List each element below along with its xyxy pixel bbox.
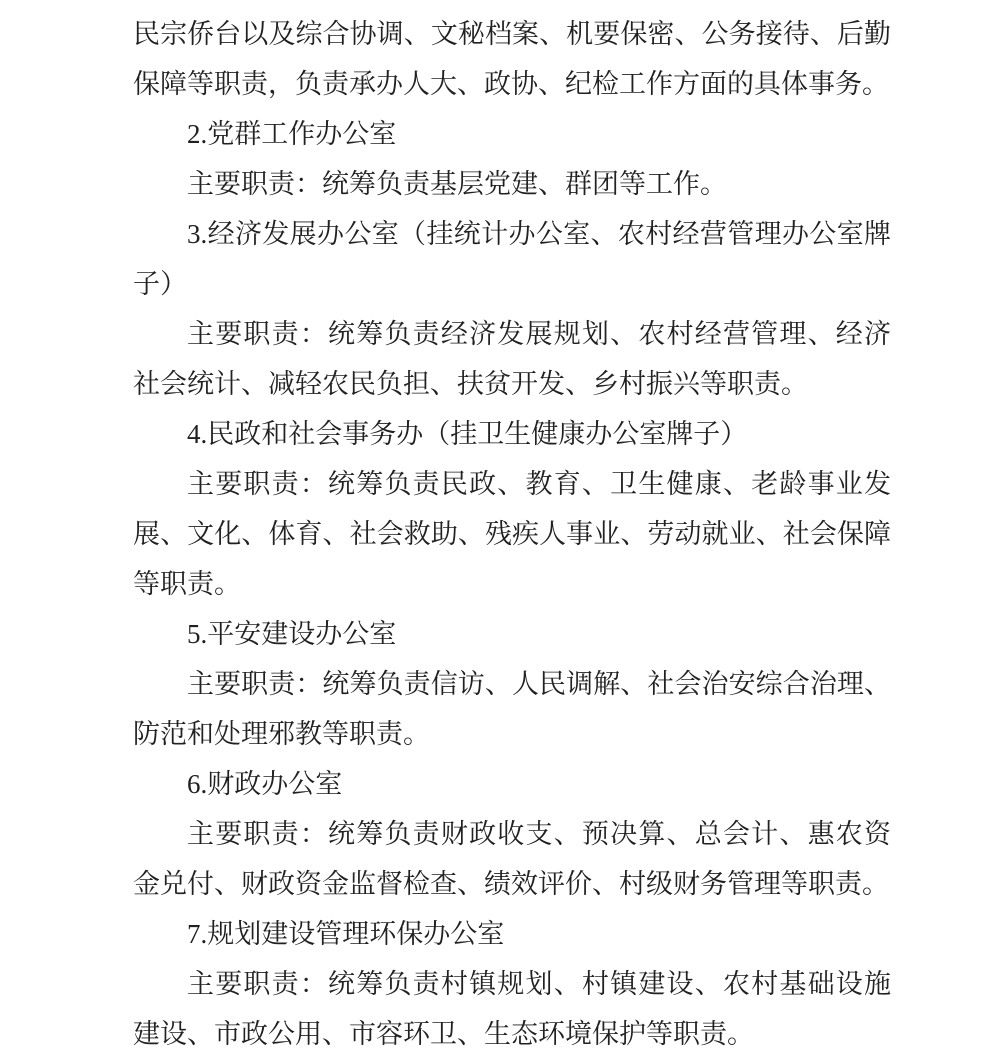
paragraph: [133, 959, 891, 1059]
text-line: 7.规划建设管理环保办公室: [187, 919, 505, 949]
paragraph: [133, 409, 891, 459]
text-line: 主要职责：统筹负责信访、人民调解、社会治安综合治理、: [187, 669, 891, 699]
paragraph: [133, 459, 891, 609]
text-line: 子）: [133, 269, 187, 299]
text-line: 主要职责：统筹负责经济发展规划、农村经营管理、经济: [187, 319, 891, 349]
text-line: 保障等职责，负责承办人大、政协、纪检工作方面的具体事务。: [133, 69, 889, 99]
text-line: 3.经济发展办公室（挂统计办公室、农村经营管理办公室牌: [187, 219, 891, 249]
paragraph: [133, 159, 891, 209]
text-line: 主要职责：统筹负责财政收支、预决算、总会计、惠农资: [187, 819, 891, 849]
paragraph: [133, 659, 891, 759]
text-line: 金兑付、财政资金监督检查、绩效评价、村级财务管理等职责。: [133, 869, 889, 899]
text-line: 2.党群工作办公室: [187, 119, 397, 149]
paragraph: [133, 809, 891, 909]
text-line: 展、文化、体育、社会救助、残疾人事业、劳动就业、社会保障: [133, 519, 891, 549]
paragraph: [133, 109, 891, 159]
paragraph: [133, 759, 891, 809]
text-line: 6.财政办公室: [187, 769, 343, 799]
document-body: [133, 9, 891, 1059]
text-line: 民宗侨台以及综合协调、文秘档案、机要保密、公务接待、后勤: [133, 19, 891, 49]
text-line: 社会统计、减轻农民负担、扶贫开发、乡村振兴等职责。: [133, 369, 808, 399]
text-line: 建设、市政公用、市容环卫、生态环境保护等职责。: [133, 1019, 754, 1049]
paragraph: [133, 209, 891, 309]
text-line: 防范和处理邪教等职责。: [133, 719, 430, 749]
text-line: 主要职责：统筹负责民政、教育、卫生健康、老龄事业发: [187, 469, 891, 499]
paragraph: [133, 609, 891, 659]
text-line: 主要职责：统筹负责基层党建、群团等工作。: [187, 169, 727, 199]
text-line: 等职责。: [133, 569, 241, 599]
paragraph: [133, 909, 891, 959]
text-line: 5.平安建设办公室: [187, 619, 397, 649]
paragraph: [133, 9, 891, 109]
text-line: 4.民政和社会事务办（挂卫生健康办公室牌子）: [187, 419, 748, 449]
text-line: 主要职责：统筹负责村镇规划、村镇建设、农村基础设施: [187, 969, 891, 999]
paragraph: [133, 309, 891, 409]
